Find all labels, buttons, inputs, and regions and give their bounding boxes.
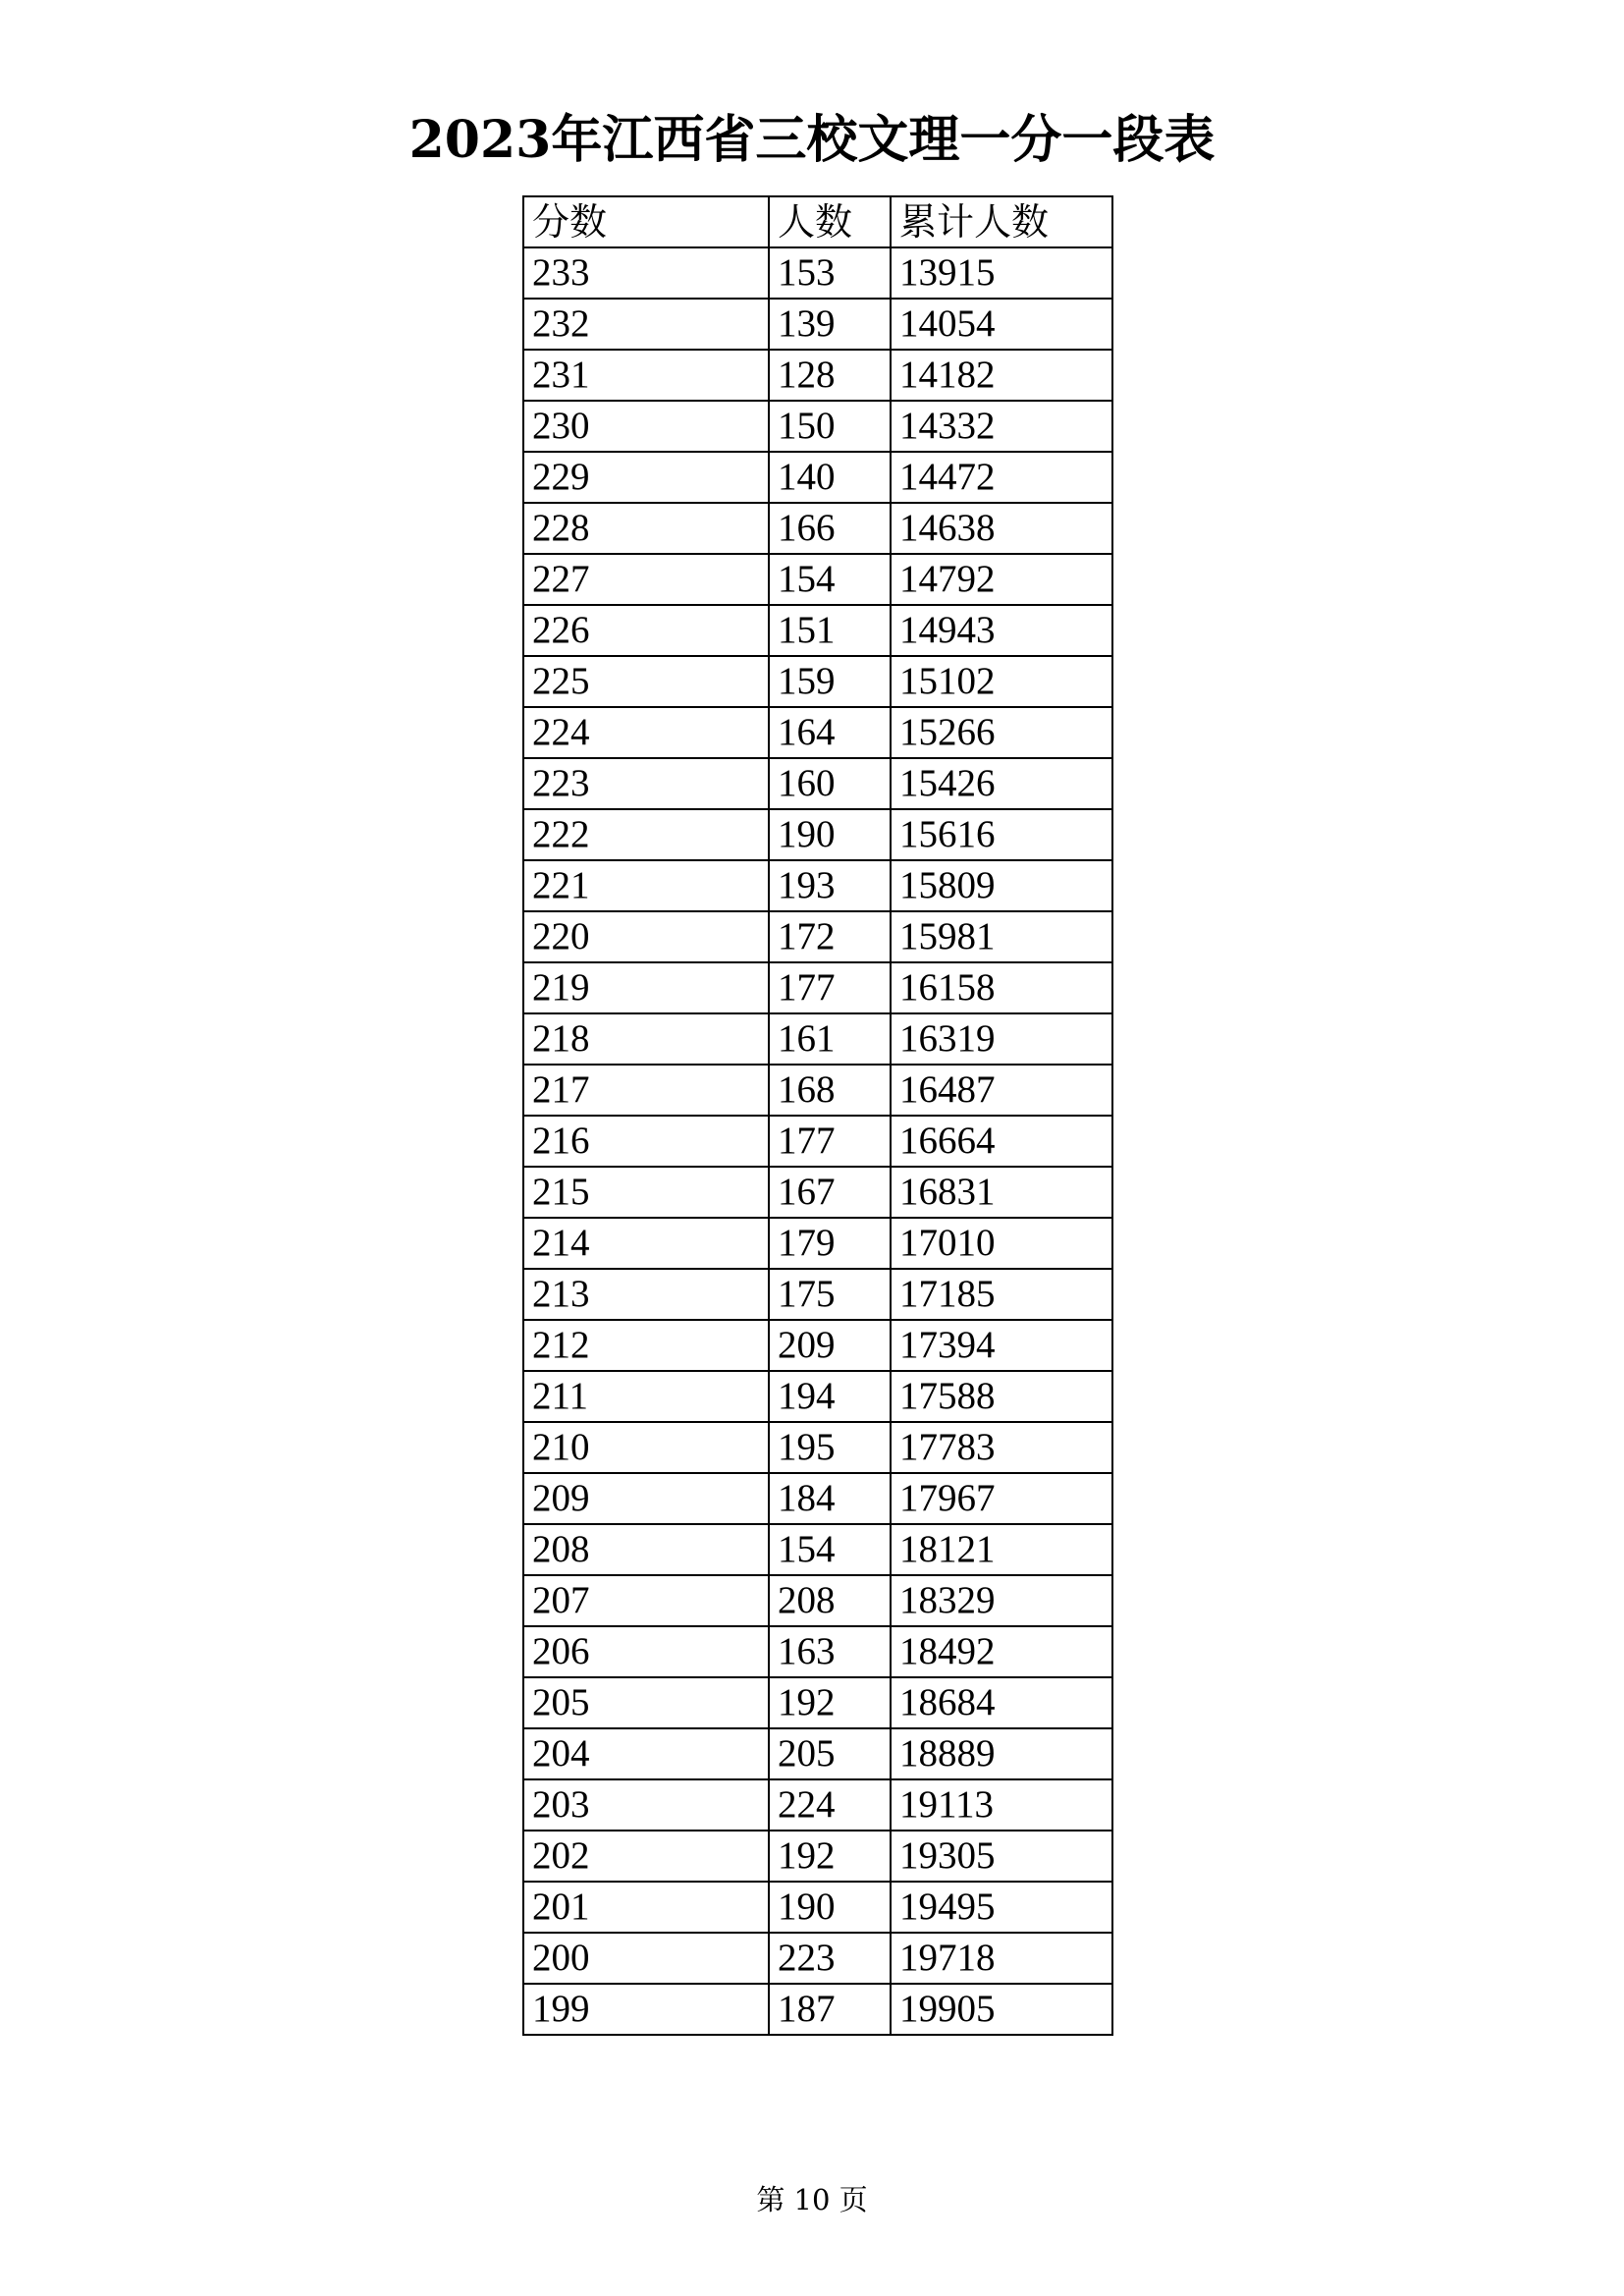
- table-body: [523, 247, 1112, 2035]
- cell-cumulative: 14638: [891, 503, 1112, 554]
- cell-count: 139: [769, 299, 891, 350]
- cell-count: 192: [769, 1677, 891, 1728]
- cell-score: 231: [523, 350, 769, 401]
- cell-score: 226: [523, 605, 769, 656]
- cell-score: 221: [523, 860, 769, 911]
- cell-count: 154: [769, 1524, 891, 1575]
- header-score: 分数: [523, 196, 769, 247]
- cell-score: 220: [523, 911, 769, 962]
- table-row: [523, 1984, 1112, 2035]
- cell-count: 166: [769, 503, 891, 554]
- cell-score: 211: [523, 1371, 769, 1422]
- table-row: [523, 452, 1112, 503]
- cell-count: 128: [769, 350, 891, 401]
- cell-count: 167: [769, 1167, 891, 1218]
- cell-score: 223: [523, 758, 769, 809]
- table-row: [523, 1524, 1112, 1575]
- table-row: [523, 1116, 1112, 1167]
- cell-score: 205: [523, 1677, 769, 1728]
- cell-cumulative: 17588: [891, 1371, 1112, 1422]
- cell-count: 164: [769, 707, 891, 758]
- cell-count: 195: [769, 1422, 891, 1473]
- cell-score: 229: [523, 452, 769, 503]
- cell-cumulative: 17185: [891, 1269, 1112, 1320]
- cell-count: 223: [769, 1933, 891, 1984]
- cell-score: 200: [523, 1933, 769, 1984]
- table-row: [523, 1779, 1112, 1831]
- cell-count: 190: [769, 1882, 891, 1933]
- cell-count: 179: [769, 1218, 891, 1269]
- cell-score: 224: [523, 707, 769, 758]
- cell-count: 153: [769, 247, 891, 299]
- cell-cumulative: 17394: [891, 1320, 1112, 1371]
- cell-count: 161: [769, 1013, 891, 1065]
- table-row: [523, 1831, 1112, 1882]
- table-row: [523, 1677, 1112, 1728]
- cell-cumulative: 14054: [891, 299, 1112, 350]
- cell-count: 154: [769, 554, 891, 605]
- cell-cumulative: 16487: [891, 1065, 1112, 1116]
- header-count: 人数: [769, 196, 891, 247]
- cell-score: 218: [523, 1013, 769, 1065]
- cell-cumulative: 15616: [891, 809, 1112, 860]
- cell-cumulative: 16319: [891, 1013, 1112, 1065]
- table-row: [523, 1371, 1112, 1422]
- table-row: [523, 1473, 1112, 1524]
- cell-score: 222: [523, 809, 769, 860]
- page-number: 第 10 页: [756, 2183, 868, 2216]
- table-row: [523, 656, 1112, 707]
- table-row: [523, 1626, 1112, 1677]
- cell-cumulative: 19113: [891, 1779, 1112, 1831]
- cell-score: 227: [523, 554, 769, 605]
- cell-score: 219: [523, 962, 769, 1013]
- cell-score: 204: [523, 1728, 769, 1779]
- cell-score: 215: [523, 1167, 769, 1218]
- table-row: [523, 1218, 1112, 1269]
- table-row: [523, 962, 1112, 1013]
- cell-cumulative: 18492: [891, 1626, 1112, 1677]
- table-row: [523, 401, 1112, 452]
- cell-score: 217: [523, 1065, 769, 1116]
- cell-count: 140: [769, 452, 891, 503]
- table-row: [523, 1882, 1112, 1933]
- cell-count: 224: [769, 1779, 891, 1831]
- table-row: [523, 911, 1112, 962]
- score-table: [522, 195, 1113, 2036]
- cell-count: 163: [769, 1626, 891, 1677]
- cell-score: 199: [523, 1984, 769, 2035]
- cell-count: 194: [769, 1371, 891, 1422]
- cell-count: 190: [769, 809, 891, 860]
- table-row: [523, 299, 1112, 350]
- cell-score: 206: [523, 1626, 769, 1677]
- cell-cumulative: 13915: [891, 247, 1112, 299]
- cell-score: 230: [523, 401, 769, 452]
- table-row: [523, 503, 1112, 554]
- cell-cumulative: 17967: [891, 1473, 1112, 1524]
- cell-cumulative: 19495: [891, 1882, 1112, 1933]
- table-row: [523, 605, 1112, 656]
- cell-cumulative: 18889: [891, 1728, 1112, 1779]
- table-row: [523, 707, 1112, 758]
- cell-cumulative: 18684: [891, 1677, 1112, 1728]
- cell-count: 208: [769, 1575, 891, 1626]
- table-row: [523, 1269, 1112, 1320]
- cell-count: 159: [769, 656, 891, 707]
- cell-count: 177: [769, 962, 891, 1013]
- cell-count: 193: [769, 860, 891, 911]
- table-row: [523, 1167, 1112, 1218]
- cell-score: 209: [523, 1473, 769, 1524]
- cell-cumulative: 19305: [891, 1831, 1112, 1882]
- cell-count: 209: [769, 1320, 891, 1371]
- table-row: [523, 554, 1112, 605]
- table-row: [523, 1728, 1112, 1779]
- table-row: [523, 1933, 1112, 1984]
- cell-cumulative: 15809: [891, 860, 1112, 911]
- cell-cumulative: 17783: [891, 1422, 1112, 1473]
- cell-score: 203: [523, 1779, 769, 1831]
- cell-score: 225: [523, 656, 769, 707]
- table-row: [523, 809, 1112, 860]
- table-row: [523, 1575, 1112, 1626]
- cell-score: 228: [523, 503, 769, 554]
- cell-count: 192: [769, 1831, 891, 1882]
- cell-score: 202: [523, 1831, 769, 1882]
- table-row: [523, 860, 1112, 911]
- cell-count: 205: [769, 1728, 891, 1779]
- cell-cumulative: 18121: [891, 1524, 1112, 1575]
- table-row: [523, 1013, 1112, 1065]
- cell-score: 213: [523, 1269, 769, 1320]
- cell-cumulative: 14472: [891, 452, 1112, 503]
- table-row: [523, 1065, 1112, 1116]
- cell-count: 175: [769, 1269, 891, 1320]
- cell-cumulative: 18329: [891, 1575, 1112, 1626]
- header-cumulative: 累计人数: [891, 196, 1112, 247]
- cell-score: 233: [523, 247, 769, 299]
- cell-count: 177: [769, 1116, 891, 1167]
- cell-cumulative: 16158: [891, 962, 1112, 1013]
- cell-score: 201: [523, 1882, 769, 1933]
- cell-count: 150: [769, 401, 891, 452]
- cell-count: 168: [769, 1065, 891, 1116]
- table-header-row: [523, 196, 1112, 247]
- page-title: 2023年江西省三校文理一分一段表: [408, 110, 1216, 170]
- cell-score: 207: [523, 1575, 769, 1626]
- cell-score: 216: [523, 1116, 769, 1167]
- cell-cumulative: 16831: [891, 1167, 1112, 1218]
- table-row: [523, 758, 1112, 809]
- cell-score: 212: [523, 1320, 769, 1371]
- cell-cumulative: 16664: [891, 1116, 1112, 1167]
- cell-score: 232: [523, 299, 769, 350]
- cell-score: 210: [523, 1422, 769, 1473]
- cell-count: 172: [769, 911, 891, 962]
- cell-count: 184: [769, 1473, 891, 1524]
- cell-cumulative: 19905: [891, 1984, 1112, 2035]
- cell-score: 208: [523, 1524, 769, 1575]
- cell-cumulative: 14332: [891, 401, 1112, 452]
- table-row: [523, 1422, 1112, 1473]
- cell-cumulative: 15426: [891, 758, 1112, 809]
- cell-count: 187: [769, 1984, 891, 2035]
- cell-score: 214: [523, 1218, 769, 1269]
- table-row: [523, 247, 1112, 299]
- cell-cumulative: 15266: [891, 707, 1112, 758]
- cell-cumulative: 14792: [891, 554, 1112, 605]
- cell-cumulative: 17010: [891, 1218, 1112, 1269]
- table-row: [523, 350, 1112, 401]
- cell-count: 151: [769, 605, 891, 656]
- cell-cumulative: 14943: [891, 605, 1112, 656]
- cell-cumulative: 14182: [891, 350, 1112, 401]
- cell-cumulative: 19718: [891, 1933, 1112, 1984]
- cell-cumulative: 15981: [891, 911, 1112, 962]
- table-row: [523, 1320, 1112, 1371]
- cell-count: 160: [769, 758, 891, 809]
- cell-cumulative: 15102: [891, 656, 1112, 707]
